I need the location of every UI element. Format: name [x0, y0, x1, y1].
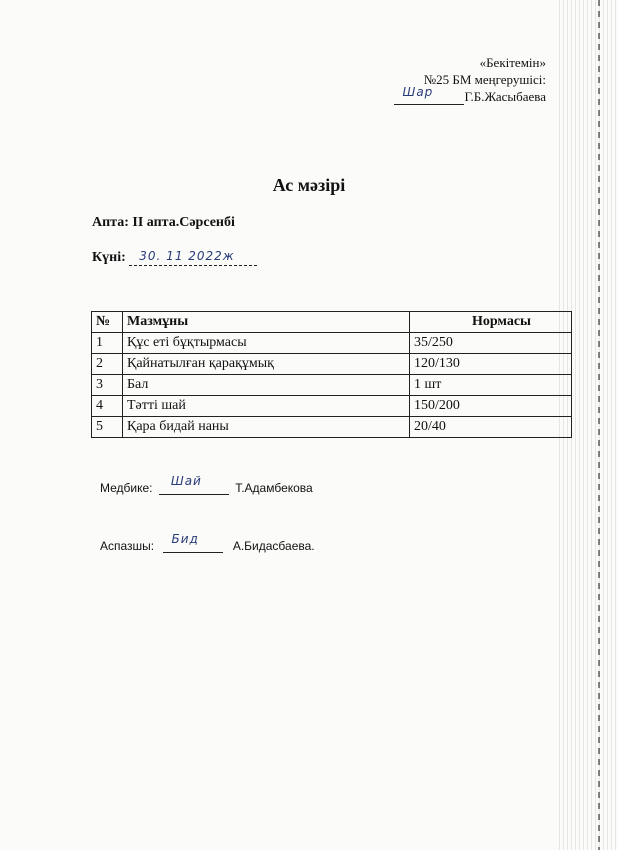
- row-norm: 20/40: [410, 417, 572, 438]
- approval-signature: Шар: [402, 85, 434, 99]
- cook-signature: Бид: [171, 532, 199, 546]
- row-dish: Құс еті бұқтырмасы: [123, 333, 410, 354]
- row-number: 1: [92, 333, 123, 354]
- row-norm: 150/200: [410, 396, 572, 417]
- row-number: 3: [92, 375, 123, 396]
- row-dish: Қара бидай наны: [123, 417, 410, 438]
- approval-title: «Бекітемін»: [479, 55, 546, 70]
- table-row: [92, 375, 572, 396]
- header-number: №: [92, 312, 123, 333]
- row-number: 5: [92, 417, 123, 438]
- nurse-signature: Шай: [170, 474, 202, 488]
- cook-name: А.Бидасбаева.: [232, 539, 315, 553]
- table-row: [92, 396, 572, 417]
- table-row: [92, 417, 572, 438]
- week-label: Апта: ІІ апта.Сәрсенбі: [92, 215, 235, 230]
- header-norm: Нормасы: [410, 312, 572, 333]
- approval-signature-line: [394, 85, 464, 105]
- row-dish: Бал: [123, 375, 410, 396]
- date-row: [92, 250, 257, 266]
- scan-edge-line: [598, 0, 600, 850]
- row-norm: 35/250: [410, 333, 572, 354]
- row-number: 2: [92, 354, 123, 375]
- approval-block: [326, 54, 546, 105]
- nurse-signature-line: [159, 474, 229, 495]
- table-row: [92, 354, 572, 375]
- header-content: Мазмұны: [123, 312, 410, 333]
- cook-label: Аспазшы:: [100, 539, 155, 553]
- row-dish: Тәтті шай: [123, 396, 410, 417]
- row-dish: Қайнатылған қарақұмық: [123, 354, 410, 375]
- date-value: 30. 11 2022ж: [139, 249, 235, 263]
- date-label: Күні:: [92, 250, 126, 265]
- date-line: [129, 251, 257, 266]
- row-number: 4: [92, 396, 123, 417]
- page-title: Ас мәзірі: [272, 175, 346, 195]
- approval-signature-row: [326, 85, 546, 105]
- cook-signature-row: [100, 532, 315, 553]
- nurse-name: Т.Адамбекова: [235, 481, 313, 495]
- table-row: [92, 333, 572, 354]
- row-norm: 1 шт: [410, 375, 572, 396]
- table-header-row: [92, 312, 572, 333]
- nurse-signature-row: [100, 474, 313, 495]
- row-norm: 120/130: [410, 354, 572, 375]
- approval-name: Г.Б.Жасыбаева: [464, 89, 546, 104]
- menu-table: [91, 311, 572, 438]
- approval-position: №25 БМ меңгерушісі:: [423, 72, 546, 87]
- cook-signature-line: [163, 532, 223, 553]
- nurse-label: Медбике:: [100, 481, 153, 495]
